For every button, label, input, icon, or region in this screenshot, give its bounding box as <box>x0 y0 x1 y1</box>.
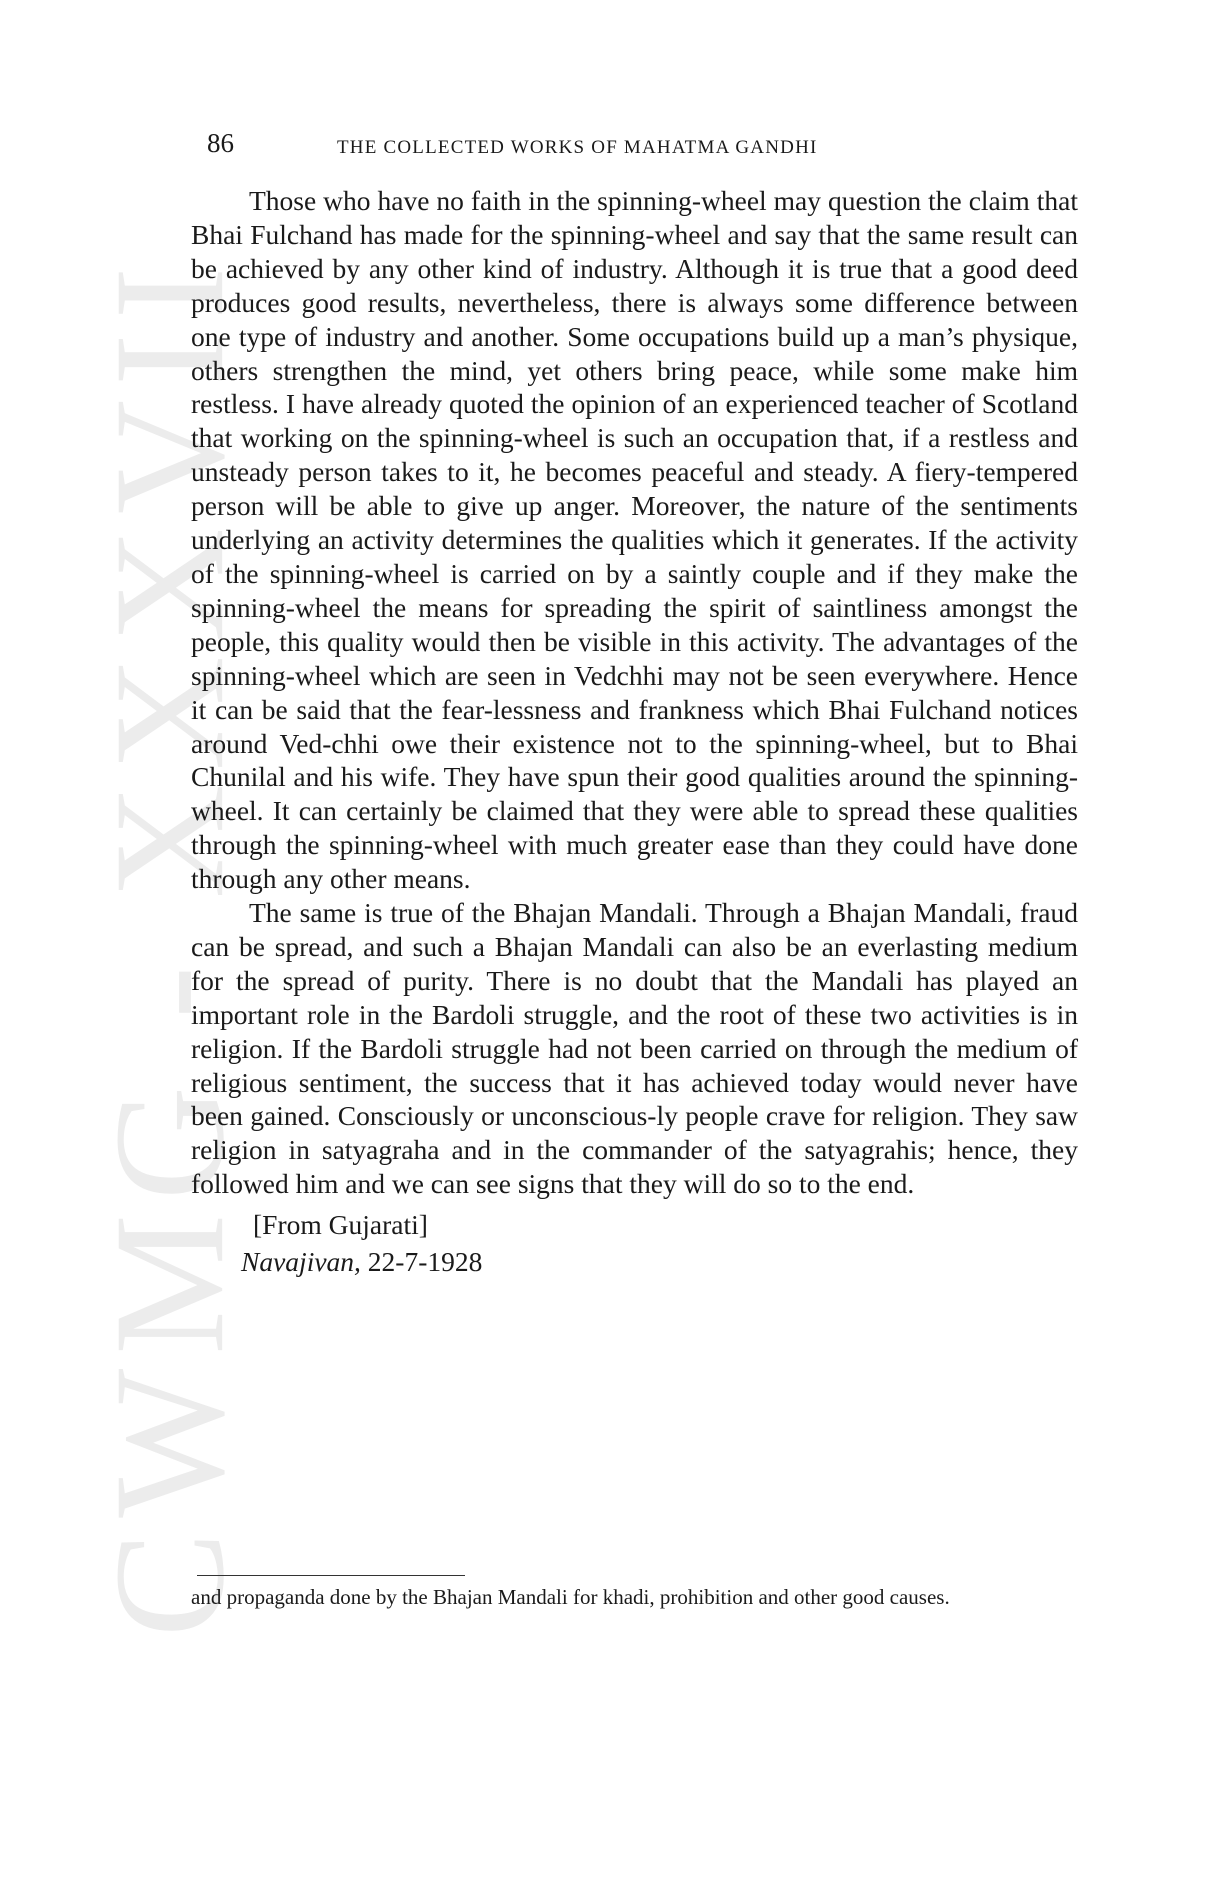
page-header <box>207 128 1077 168</box>
watermark-text: CWMG - XXXVII <box>82 252 258 1638</box>
source-note: [From Gujarati] <box>253 1209 428 1241</box>
citation-date: 22-7-1928 <box>367 1246 483 1278</box>
paragraph-1: Those who have no faith in the spinning-wheel may question the claim that Bhai Fulchand has made for the spinning-wheel and say that the same result can be achieved by any other kind of industry. Although it is true that a good deed produces good results, nevertheless, there is always some difference between one type of industry and another. Some occupations build up a man’s physique, others strengthen the mind, yet others bring peace, while some make him restless. I have already quoted the opinion of an experienced teacher of Scotland that working on the spinning-wheel is such an occupation that, if a restless and unsteady person takes to it, he becomes peaceful and steady. A fiery-tempered person will be able to give up anger. Moreover, the nature of the sentiments underlying an activity determines the qualities which it generates. If the activity of the spinning-wheel is carried on by a saintly couple and if they make the spinning-wheel the means for spreading the spirit of saintliness amongst the people, this quality would then be visible in this activity. The advantages of the spinning-wheel which are seen in Vedchhi may not be seen everywhere. Hence it can be said that the fear-lessness and frankness which Bhai Fulchand notices around Ved-chhi owe their existence not to the spinning-wheel, but to Bhai Chunilal and his wife. They have spun their good qualities around the spinning-wheel. It can certainly be claimed that they were able to spread these qualities through the spinning-wheel with much greater ease than they could have done through any other means. <box>191 185 1078 895</box>
footnote: and propaganda done by the Bhajan Mandali for khadi, prohibition and other good causes. <box>191 1585 950 1609</box>
paragraph-2: The same is true of the Bhajan Mandali. Through a Bhajan Mandali, fraud can be spread, and such a Bhajan Mandali can also be an everlasting medium for the spread of purity. There is no doubt that the Mandali has played an important role in the Bardoli struggle, and the root of these two activities is in religion. If the Bardoli struggle had not been carried on through the medium of religious sentiment, the success that it has achieved today would never have been gained. Consciously or unconscious-ly people crave for religion. They saw religion in satyagraha and in the commander of the satyagrahis; hence, they followed him and we can see signs that they will do so to the end. <box>191 897 1078 1200</box>
page-number: 86 <box>207 128 234 158</box>
citation <box>191 1243 1078 1281</box>
main-text <box>191 184 1078 1281</box>
footnote-divider <box>197 1575 465 1576</box>
running-head: THE COLLECTED WORKS OF MAHATMA GANDHI <box>337 137 818 158</box>
citation-title: Navajivan, <box>241 1246 361 1278</box>
